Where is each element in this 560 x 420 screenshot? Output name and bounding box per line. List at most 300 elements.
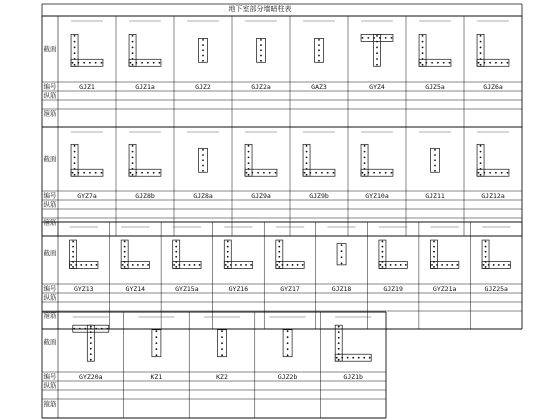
rebar-dot xyxy=(235,264,237,266)
column-code: GJZ5a xyxy=(425,82,445,91)
rebar-dot xyxy=(257,172,259,174)
section-outline xyxy=(477,144,484,176)
section-drawing xyxy=(430,227,458,268)
rebar-dot xyxy=(451,264,453,266)
rebar-dot xyxy=(498,264,500,266)
rebar-dot xyxy=(376,64,378,66)
rebar-dot xyxy=(153,62,155,64)
rebar-dot xyxy=(434,149,436,151)
column-code: GYZ20a xyxy=(79,372,103,381)
rebar-dot xyxy=(156,348,158,350)
rebar-dot xyxy=(72,251,74,253)
rebar-dot xyxy=(341,262,343,264)
rebar-dot xyxy=(240,264,242,266)
rebar-dot xyxy=(90,342,92,344)
rebar-dot xyxy=(77,62,79,64)
rebar-dot xyxy=(124,241,126,243)
rebar-dot xyxy=(189,264,191,266)
section-outline xyxy=(245,144,252,176)
row-label-stirrup: 箍筋 xyxy=(43,311,57,320)
rebar-dot xyxy=(124,266,126,268)
rebar-dot xyxy=(95,62,97,64)
column-code: GYZ4 xyxy=(369,82,385,91)
rebar-dot xyxy=(175,256,177,258)
rebar-dot xyxy=(278,256,280,258)
rebar-dot xyxy=(202,165,204,167)
rebar-dot xyxy=(178,264,180,266)
column-code: GJZ18 xyxy=(331,284,352,293)
rebar-dot xyxy=(376,52,378,54)
section-drawing xyxy=(303,132,335,176)
rebar-dot xyxy=(135,62,137,64)
rebar-dot xyxy=(74,35,76,37)
rebar-dot xyxy=(287,330,289,332)
rebar-dot xyxy=(341,250,343,252)
rebar-dot xyxy=(132,52,134,54)
rebar-dot xyxy=(433,256,435,258)
rebar-dot xyxy=(364,174,366,176)
rebar-dot xyxy=(480,174,482,176)
rebar-dot xyxy=(478,62,480,64)
rebar-dot xyxy=(90,326,92,328)
rebar-dot xyxy=(147,264,149,266)
section-drawing xyxy=(245,21,277,62)
column-code: GJZ6a xyxy=(483,82,503,91)
rebar-dot xyxy=(385,172,387,174)
rebar-dot xyxy=(74,151,76,153)
rebar-dot xyxy=(363,357,365,359)
rebar-dot xyxy=(391,37,393,39)
rebar-dot xyxy=(382,256,384,258)
section-drawing xyxy=(482,227,510,268)
rebar-dot xyxy=(338,359,340,361)
rebar-dot xyxy=(493,264,495,266)
rebar-dot xyxy=(260,55,262,57)
section-outline xyxy=(419,34,426,66)
rebar-dot xyxy=(263,172,265,174)
column-code: GJZ19 xyxy=(383,284,403,293)
column-code: GJZ11 xyxy=(425,191,445,200)
rebar-dot xyxy=(90,328,92,330)
column-code: GJZ1b xyxy=(343,372,363,381)
section-drawing xyxy=(361,21,393,66)
row-label-code: 编号 xyxy=(43,284,57,293)
rebar-dot xyxy=(230,264,232,266)
rebar-dot xyxy=(433,251,435,253)
rebar-dot xyxy=(130,62,132,64)
column-code: GYZ15a xyxy=(175,284,199,293)
rebar-dot xyxy=(318,49,320,51)
column-code: GYZ16 xyxy=(228,284,249,293)
rebar-dot xyxy=(422,47,424,49)
column-code: GJZ2 xyxy=(195,82,211,91)
section-drawing xyxy=(71,21,103,66)
rebar-dot xyxy=(90,331,92,333)
section-drawing xyxy=(327,227,355,265)
column-code: GJZ12a xyxy=(481,191,505,200)
rebar-dot xyxy=(483,264,485,266)
rebar-dot xyxy=(352,357,354,359)
row-label-section: 截面 xyxy=(43,155,57,164)
rebar-dot xyxy=(159,62,161,64)
column-code: GYZ21a xyxy=(432,284,457,293)
rebar-dot xyxy=(221,342,223,344)
rebar-dot xyxy=(202,170,204,172)
rebar-dot xyxy=(420,62,422,64)
rebar-dot xyxy=(130,172,132,174)
rebar-dot xyxy=(318,39,320,41)
rebar-dot xyxy=(318,55,320,57)
section-outline xyxy=(337,244,346,265)
rebar-dot xyxy=(124,251,126,253)
rebar-dot xyxy=(175,251,177,253)
rebar-dot xyxy=(89,172,91,174)
rebar-dot xyxy=(297,264,299,266)
rebar-dot xyxy=(132,162,134,164)
rebar-dot xyxy=(173,264,175,266)
column-code: GJZ2b xyxy=(277,372,298,381)
rebar-dot xyxy=(333,172,335,174)
rebar-dot xyxy=(74,156,76,158)
rebar-dot xyxy=(436,264,438,266)
section-outline xyxy=(71,34,78,66)
rebar-dot xyxy=(495,172,497,174)
section-drawing xyxy=(270,317,306,357)
section-outline xyxy=(419,59,451,66)
rebar-dot xyxy=(376,41,378,43)
rebar-dot xyxy=(302,264,304,266)
rebar-dot xyxy=(248,145,250,147)
row-label-code: 编号 xyxy=(43,82,57,91)
rebar-dot xyxy=(202,149,204,151)
rebar-dot xyxy=(480,162,482,164)
rebar-dot xyxy=(227,251,229,253)
rebar-dot xyxy=(101,62,103,64)
rebar-dot xyxy=(364,156,366,158)
rebar-dot xyxy=(227,266,229,268)
rebar-dot xyxy=(446,264,448,266)
rebar-dot xyxy=(362,172,364,174)
column-code: GJZ25a xyxy=(484,284,508,293)
row-label-stirrup: 箍筋 xyxy=(43,218,57,227)
rebar-dot xyxy=(281,264,283,266)
rebar-dot xyxy=(156,330,158,332)
rebar-dot xyxy=(501,172,503,174)
rebar-dot xyxy=(132,151,134,153)
rebar-dot xyxy=(338,326,340,328)
section-outline xyxy=(374,34,381,66)
rebar-dot xyxy=(202,49,204,51)
rebar-dot xyxy=(362,37,364,39)
rebar-dot xyxy=(431,62,433,64)
row-label-section: 截面 xyxy=(43,338,57,347)
section-outline xyxy=(71,59,103,66)
rebar-dot xyxy=(147,62,149,64)
section-drawing xyxy=(70,227,98,268)
rebar-dot xyxy=(175,266,177,268)
section-drawing xyxy=(224,227,252,268)
rebar-dot xyxy=(74,41,76,43)
rebar-dot xyxy=(85,264,87,266)
rebar-dot xyxy=(74,52,76,54)
rebar-dot xyxy=(72,172,74,174)
rebar-dot xyxy=(72,241,74,243)
row-label-vertical: 纵筋 xyxy=(43,293,57,302)
rebar-dot xyxy=(480,64,482,66)
rebar-dot xyxy=(437,62,439,64)
rebar-dot xyxy=(132,47,134,49)
rebar-dot xyxy=(250,264,252,266)
rebar-dot xyxy=(480,52,482,54)
section-outline xyxy=(361,144,368,176)
section-drawing xyxy=(245,132,277,176)
rebar-dot xyxy=(122,264,124,266)
section-drawing xyxy=(129,132,161,176)
rebar-dot xyxy=(89,62,91,64)
rebar-dot xyxy=(422,52,424,54)
rebar-dot xyxy=(278,246,280,248)
rebar-dot xyxy=(141,62,143,64)
rebar-dot xyxy=(382,246,384,248)
rebar-dot xyxy=(433,246,435,248)
section-drawing xyxy=(173,227,201,268)
section-drawing xyxy=(71,132,103,176)
rebar-dot xyxy=(202,154,204,156)
rebar-dot xyxy=(434,154,436,156)
rebar-dot xyxy=(385,264,387,266)
section-drawing xyxy=(303,21,335,62)
rebar-dot xyxy=(341,244,343,246)
rebar-dot xyxy=(434,170,436,172)
rebar-dot xyxy=(373,172,375,174)
rebar-dot xyxy=(367,172,369,174)
rebar-dot xyxy=(124,256,126,258)
rebar-dot xyxy=(483,62,485,64)
rebar-dot xyxy=(380,264,382,266)
rebar-dot xyxy=(449,62,451,64)
rebar-dot xyxy=(74,145,76,147)
section-drawing xyxy=(204,317,240,357)
rebar-dot xyxy=(376,47,378,49)
section-drawing xyxy=(73,317,109,361)
rebar-dot xyxy=(433,241,435,243)
section-outline xyxy=(303,169,335,176)
table-title: 地下室部分墙暗柱表 xyxy=(228,5,292,13)
rebar-dot xyxy=(156,336,158,338)
section-outline xyxy=(303,144,310,176)
rebar-dot xyxy=(480,151,482,153)
column-code: KZ1 xyxy=(150,372,163,381)
rebar-dot xyxy=(306,174,308,176)
rebar-dot xyxy=(287,354,289,356)
rebar-dot xyxy=(287,342,289,344)
section-outline xyxy=(129,144,136,176)
rebar-dot xyxy=(156,342,158,344)
rebar-dot xyxy=(269,172,271,174)
row-label-vertical: 纵筋 xyxy=(43,91,57,100)
rebar-dot xyxy=(503,264,505,266)
rebar-dot xyxy=(132,174,134,176)
rebar-dot xyxy=(315,172,317,174)
rebar-dot xyxy=(480,35,482,37)
rebar-dot xyxy=(488,264,490,266)
column-code: GYZ10a xyxy=(365,191,389,200)
rebar-dot xyxy=(480,145,482,147)
rebar-dot xyxy=(379,172,381,174)
rebar-dot xyxy=(132,35,134,37)
section-outline xyxy=(361,169,393,176)
section-drawing xyxy=(187,21,219,62)
row-label-section: 截面 xyxy=(43,45,57,54)
rebar-dot xyxy=(382,266,384,268)
rebar-dot xyxy=(485,251,487,253)
rebar-dot xyxy=(456,264,458,266)
section-outline xyxy=(477,34,484,66)
rebar-dot xyxy=(90,264,92,266)
rebar-dot xyxy=(441,264,443,266)
rebar-dot xyxy=(478,172,480,174)
rebar-dot xyxy=(338,331,340,333)
rebar-dot xyxy=(248,156,250,158)
rebar-dot xyxy=(132,156,134,158)
rebar-dot xyxy=(508,264,510,266)
rebar-dot xyxy=(489,172,491,174)
rebar-dot xyxy=(225,264,227,266)
rebar-dot xyxy=(287,336,289,338)
rebar-dot xyxy=(183,264,185,266)
rebar-dot xyxy=(425,62,427,64)
rebar-dot xyxy=(202,44,204,46)
rebar-dot xyxy=(382,241,384,243)
rebar-dot xyxy=(507,172,509,174)
rebar-dot xyxy=(400,264,402,266)
rebar-dot xyxy=(422,41,424,43)
rebar-dot xyxy=(221,354,223,356)
rebar-dot xyxy=(278,241,280,243)
section-drawing xyxy=(477,21,509,66)
section-drawing xyxy=(419,132,451,172)
rebar-dot xyxy=(364,162,366,164)
rebar-dot xyxy=(292,264,294,266)
rebar-dot xyxy=(327,172,329,174)
rebar-dot xyxy=(248,174,250,176)
column-code: GYZ7a xyxy=(77,191,97,200)
rebar-dot xyxy=(304,172,306,174)
rebar-dot xyxy=(376,58,378,60)
section-drawing xyxy=(121,227,149,268)
row-label-stirrup: 箍筋 xyxy=(43,109,57,118)
rebar-dot xyxy=(70,264,72,266)
rebar-dot xyxy=(275,172,277,174)
rebar-dot xyxy=(80,264,82,266)
column-code: GJZ9b xyxy=(309,191,329,200)
rebar-dot xyxy=(336,357,338,359)
rebar-dot xyxy=(221,336,223,338)
column-code: GJZ9a xyxy=(251,191,271,200)
section-drawing xyxy=(419,21,451,66)
rebar-dot xyxy=(194,264,196,266)
rebar-dot xyxy=(422,64,424,66)
rebar-dot xyxy=(175,246,177,248)
rebar-dot xyxy=(90,348,92,350)
section-drawing xyxy=(335,317,371,361)
row-label-vertical: 纵筋 xyxy=(43,381,57,390)
rebar-dot xyxy=(127,264,129,266)
rebar-dot xyxy=(175,241,177,243)
rebar-dot xyxy=(83,62,85,64)
rebar-dot xyxy=(485,241,487,243)
rebar-dot xyxy=(431,264,433,266)
rebar-dot xyxy=(260,60,262,62)
section-outline xyxy=(245,169,277,176)
rebar-dot xyxy=(287,348,289,350)
rebar-dot xyxy=(156,354,158,356)
rebar-dot xyxy=(306,156,308,158)
rebar-dot xyxy=(221,330,223,332)
rebar-dot xyxy=(434,165,436,167)
rebar-dot xyxy=(318,60,320,62)
rebar-dot xyxy=(132,264,134,266)
rebar-dot xyxy=(74,47,76,49)
section-drawing xyxy=(129,21,161,66)
rebar-dot xyxy=(405,264,407,266)
rebar-dot xyxy=(495,62,497,64)
rebar-dot xyxy=(483,172,485,174)
row-label-vertical: 纵筋 xyxy=(43,200,57,209)
rebar-dot xyxy=(260,49,262,51)
rebar-dot xyxy=(75,264,77,266)
rebar-dot xyxy=(367,37,369,39)
rebar-dot xyxy=(321,172,323,174)
rebar-dot xyxy=(132,145,134,147)
rebar-dot xyxy=(278,251,280,253)
rebar-dot xyxy=(96,264,98,266)
rebar-dot xyxy=(137,264,139,266)
rebar-dot xyxy=(251,172,253,174)
rebar-dot xyxy=(364,145,366,147)
section-outline xyxy=(129,59,161,66)
column-code: KZ2 xyxy=(216,372,228,381)
rebar-dot xyxy=(202,159,204,161)
rebar-dot xyxy=(248,162,250,164)
section-outline xyxy=(71,169,103,176)
rebar-dot xyxy=(147,172,149,174)
rebar-dot xyxy=(485,266,487,268)
rebar-dot xyxy=(306,162,308,164)
rebar-dot xyxy=(74,64,76,66)
column-code: GJZ8a xyxy=(193,191,213,200)
rebar-dot xyxy=(260,39,262,41)
rebar-dot xyxy=(72,62,74,64)
rebar-dot xyxy=(391,172,393,174)
rebar-dot xyxy=(72,256,74,258)
rebar-dot xyxy=(395,264,397,266)
rebar-dot xyxy=(382,251,384,253)
rebar-dot xyxy=(124,246,126,248)
section-drawing xyxy=(361,132,393,176)
rebar-dot xyxy=(72,246,74,248)
rebar-dot xyxy=(248,151,250,153)
rebar-dot xyxy=(74,162,76,164)
section-outline xyxy=(477,59,509,66)
section-drawing xyxy=(477,132,509,176)
rebar-dot xyxy=(90,337,92,339)
rebar-dot xyxy=(480,41,482,43)
rebar-dot xyxy=(364,151,366,153)
section-outline xyxy=(477,169,509,176)
column-code: GYZ17 xyxy=(280,284,300,293)
rebar-dot xyxy=(485,256,487,258)
